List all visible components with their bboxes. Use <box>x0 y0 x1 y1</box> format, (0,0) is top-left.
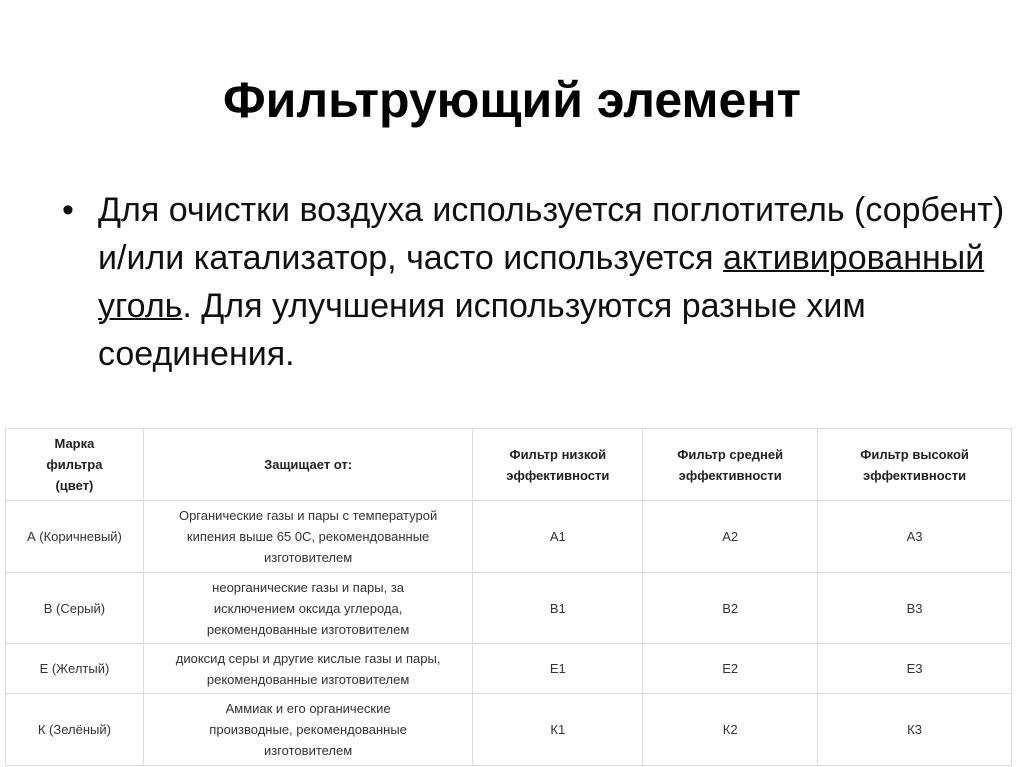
bullet-text <box>98 186 1024 378</box>
table-cell: А1 <box>473 501 643 573</box>
table-cell: К1 <box>473 694 643 766</box>
table-header-row <box>6 429 1012 501</box>
header-cell: Фильтр низкой эффективности <box>473 429 643 501</box>
header-cell: Фильтр высокой эффективности <box>818 429 1012 501</box>
filter-table <box>5 428 1012 766</box>
bullet-icon: • <box>62 191 74 229</box>
table-cell: Е2 <box>643 644 818 694</box>
bullet-text-after: . Для улучшения используются разные хим соединения. <box>98 287 866 373</box>
table-cell: Е1 <box>473 644 643 694</box>
table-row <box>6 501 1012 573</box>
table-cell: Е (Желтый) <box>6 644 144 694</box>
table-cell: В (Серый) <box>6 573 144 644</box>
table-cell: Органические газы и пары с температурой кипения выше 65 0С, рекомендованные изготовителем <box>143 501 473 573</box>
slide-title: Фильтрующий элемент <box>222 72 802 128</box>
table-cell: Аммиак и его органические производные, рекомендованные изготовителем <box>143 694 473 766</box>
table-row <box>6 644 1012 694</box>
table-cell: А3 <box>818 501 1012 573</box>
bullet-text-before: Для очистки воздуха используется поглотитель (сорбент) и/или катализатор, часто используется <box>98 191 1005 277</box>
table-row <box>6 694 1012 766</box>
table-cell: А2 <box>643 501 818 573</box>
table-cell: неорганические газы и пары, за исключением оксида углерода, рекомендованные изготовителем <box>143 573 473 644</box>
header-cell: Марка фильтра (цвет) <box>6 429 144 501</box>
header-cell: Фильтр средней эффективности <box>643 429 818 501</box>
table-cell: К (Зелёный) <box>6 694 144 766</box>
table-cell: диоксид серы и другие кислые газы и пары, рекомендованные изготовителем <box>143 644 473 694</box>
table-cell: А (Коричневый) <box>6 501 144 573</box>
table-cell: В3 <box>818 573 1012 644</box>
table-cell: Е3 <box>818 644 1012 694</box>
table-cell: К3 <box>818 694 1012 766</box>
table-cell: В2 <box>643 573 818 644</box>
table-cell: К2 <box>643 694 818 766</box>
table-cell: В1 <box>473 573 643 644</box>
activated-carbon-link[interactable]: активированный уголь <box>98 239 985 325</box>
header-cell: Защищает от: <box>143 429 473 501</box>
table-row <box>6 573 1012 644</box>
